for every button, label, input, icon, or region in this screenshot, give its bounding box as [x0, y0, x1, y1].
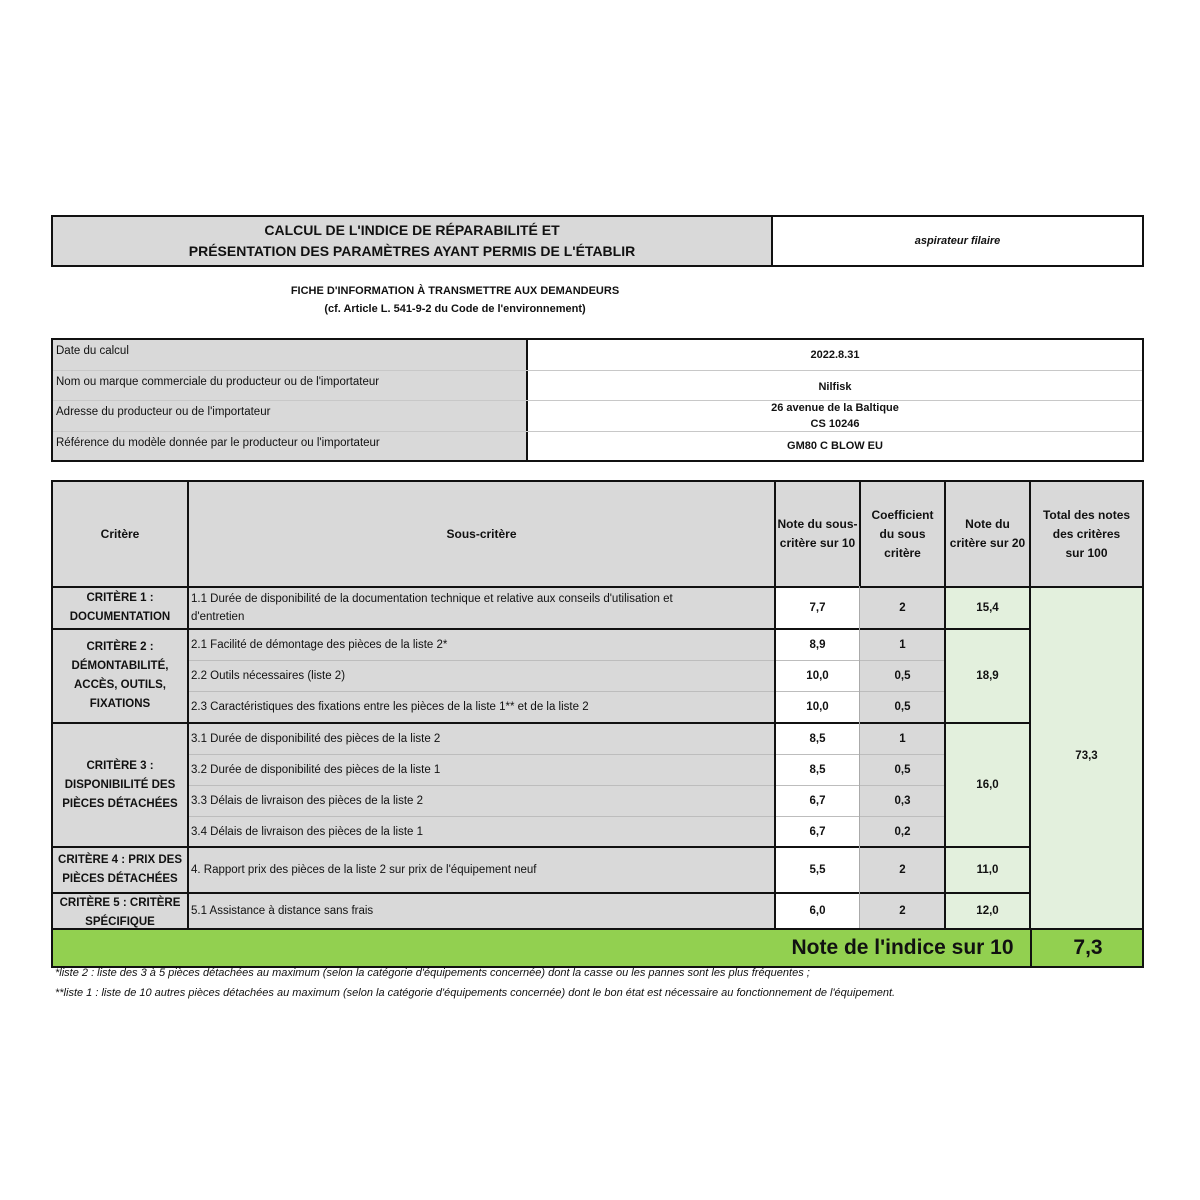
subcriterion-3-3: 3.3 Délais de livraison des pièces de la liste 2: [189, 786, 774, 816]
criterion-4-score: 11,0: [946, 848, 1029, 892]
coef-1-1: 2: [860, 588, 945, 628]
total-sur-100: 73,3: [1031, 588, 1142, 928]
subtitle-line-1: FICHE D'INFORMATION À TRANSMETTRE AUX DEMANDEURS: [290, 285, 620, 297]
coef-3-1: 1: [860, 724, 945, 754]
note-4: 5,5: [776, 848, 859, 892]
note-3-3: 6,7: [776, 786, 859, 816]
subcriterion-3-1: 3.1 Durée de disponibilité des pièces de la liste 2: [189, 724, 774, 754]
note-5-1: 6,0: [776, 894, 859, 928]
coef-3-3: 0,3: [860, 786, 945, 816]
final-score-row: [53, 928, 1142, 966]
header-note-sur-10: Note du sous- critère sur 10: [776, 482, 859, 586]
coef-3-4: 0,2: [860, 817, 945, 846]
info-row-address: [53, 401, 1142, 431]
note-3-4: 6,7: [776, 817, 859, 846]
criterion-4-label: CRITÈRE 4 : PRIX DES PIÈCES DÉTACHÉES: [53, 848, 187, 892]
criterion-5-label: CRITÈRE 5 : CRITÈRE SPÉCIFIQUE: [53, 894, 187, 928]
criterion-5-score: 12,0: [946, 894, 1029, 928]
header-sous-critere: Sous-critère: [189, 482, 774, 586]
subcriterion-2-2: 2.2 Outils nécessaires (liste 2): [189, 661, 774, 691]
footnote-liste-2: *liste 2 : liste des 3 à 5 pièces détachées au maximum (selon la catégorie d'équipements concernée) dont la casse ou les pannes sont les plus fréquentes ;: [55, 967, 810, 979]
criterion-2-label: CRITÈRE 2 : DÉMONTABILITÉ, ACCÈS, OUTILS, FIXATIONS: [53, 630, 187, 722]
coef-2-2: 0,5: [860, 661, 945, 691]
info-label: Date du calcul: [53, 340, 528, 370]
note-3-1: 8,5: [776, 724, 859, 754]
note-2-2: 10,0: [776, 661, 859, 691]
info-row-date: [53, 340, 1142, 370]
coef-5-1: 2: [860, 894, 945, 928]
info-label: Nom ou marque commerciale du producteur ou de l'importateur: [53, 371, 528, 400]
header-total-sur-100: Total des notes des critères sur 100: [1031, 482, 1142, 586]
coef-2-3: 0,5: [860, 692, 945, 722]
score-table: [51, 480, 1144, 968]
note-3-2: 8,5: [776, 755, 859, 785]
subcriterion-3-4: 3.4 Délais de livraison des pièces de la liste 1: [189, 817, 774, 846]
subcriterion-2-3: 2.3 Caractéristiques des fixations entre les pièces de la liste 1** et de la liste 2: [189, 692, 774, 722]
note-2-1: 8,9: [776, 630, 859, 660]
coef-3-2: 0,5: [860, 755, 945, 785]
subcriterion-4: 4. Rapport prix des pièces de la liste 2 sur prix de l'équipement neuf: [189, 848, 774, 892]
coef-2-1: 1: [860, 630, 945, 660]
subcriterion-5-1: 5.1 Assistance à distance sans frais: [189, 894, 774, 928]
subtitle: [51, 282, 859, 318]
subcriterion-3-2: 3.2 Durée de disponibilité des pièces de la liste 1: [189, 755, 774, 785]
header-coefficient: Coefficient du sous critère: [860, 482, 945, 586]
title-line-1: CALCUL DE L'INDICE DE RÉPARABILITÉ ET: [264, 222, 560, 238]
subcriterion-2-1: 2.1 Facilité de démontage des pièces de la liste 2*: [189, 630, 774, 660]
subtitle-line-2: (cf. Article L. 541-9-2 du Code de l'environnement): [324, 303, 586, 315]
title-line-2: PRÉSENTATION DES PARAMÈTRES AYANT PERMIS DE L'ÉTABLIR: [188, 243, 636, 259]
criterion-3-score: 16,0: [946, 724, 1029, 846]
info-table: [51, 338, 1144, 462]
coef-4: 2: [860, 848, 945, 892]
final-score-value: 7,3: [1030, 930, 1144, 966]
info-label: Adresse du producteur ou de l'importateur: [53, 401, 528, 431]
product-type: aspirateur filaire: [772, 215, 1144, 267]
footnote-liste-1: **liste 1 : liste de 10 autres pièces détachées au maximum (selon la catégorie d'équipements concernée) dont le bon état est nécessaire au fonctionnement de l'équipement.: [55, 987, 896, 999]
criterion-1-score: 15,4: [946, 588, 1029, 628]
info-value: GM80 C BLOW EU: [787, 440, 883, 452]
final-score-label: Note de l'indice sur 10: [791, 936, 1014, 959]
criterion-3-label: CRITÈRE 3 : DISPONIBILITÉ DES PIÈCES DÉTACHÉES: [53, 724, 187, 846]
header-critere: Critère: [53, 482, 187, 586]
note-1-1: 7,7: [776, 588, 859, 628]
header-note-sur-20: Note du critère sur 20: [946, 482, 1029, 586]
criterion-1-label: CRITÈRE 1 : DOCUMENTATION: [53, 588, 187, 628]
info-label: Référence du modèle donnée par le producteur ou l'importateur: [53, 432, 528, 460]
info-value: Nilfisk: [818, 380, 852, 393]
info-row-model: [53, 432, 1142, 460]
info-value: 2022.8.31: [810, 349, 860, 361]
note-2-3: 10,0: [776, 692, 859, 722]
document-title: [51, 215, 773, 267]
info-row-brand: [53, 371, 1142, 400]
info-value: 26 avenue de la Baltique CS 10246: [771, 402, 899, 430]
subcriterion-1-1: 1.1 Durée de disponibilité de la documentation technique et relative aux conseils d'utilisation et d'entretien: [189, 588, 774, 628]
criterion-2-score: 18,9: [946, 630, 1029, 722]
